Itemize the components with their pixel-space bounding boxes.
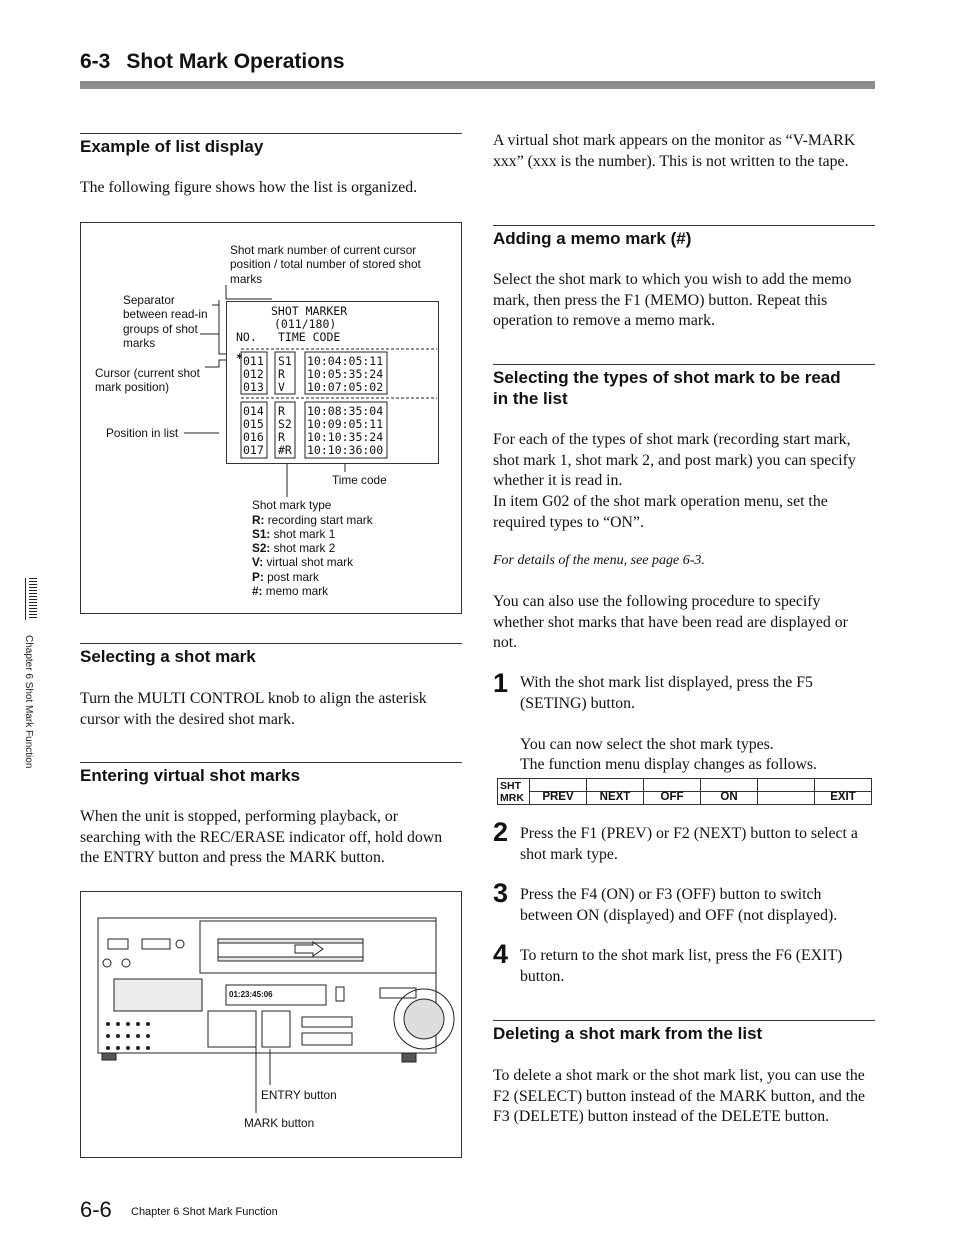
legend-item: S1: shot mark 1 [252, 527, 336, 541]
row-no: 011 [243, 354, 264, 368]
para-types-2: In item G02 of the shot mark operation menu, set the required types to “ON”. [493, 493, 828, 531]
step-number: 4 [493, 939, 509, 969]
step-text: To return to the shot mark list, press the F6 (EXIT) button. [520, 947, 843, 985]
row-tc: 10:09:05:11 [307, 417, 384, 431]
row-tc: 10:10:36:00 [307, 443, 384, 457]
screen-count: (011/180) [274, 317, 337, 331]
legend-item: R: recording start mark [252, 513, 373, 527]
row-type: S1 [278, 354, 292, 368]
step-number: 2 [493, 817, 509, 847]
section-rule [80, 643, 462, 644]
fn-key-f3: OFF [644, 779, 701, 804]
screen-col-time: TIME CODE [278, 330, 341, 344]
step-number: 3 [493, 878, 509, 908]
step-subtext: You can now select the shot mark types. [520, 736, 774, 753]
step-number: 1 [493, 668, 509, 698]
label-separator: Separator between read-in groups of shot marks [123, 293, 208, 350]
row-tc: 10:04:05:11 [307, 354, 384, 368]
step-text: Press the F1 (PREV) or F2 (NEXT) button to select a shot mark type. [520, 825, 858, 863]
para-types-1: For each of the types of shot mark (recording start mark, shot mark 1, shot mark 2, and post mark) you can specify whether it is read in. [493, 431, 856, 490]
legend-item: S2: shot mark 2 [252, 541, 336, 555]
page-number: 6-6 [80, 1197, 112, 1222]
para-selecting: Turn the MULTI CONTROL knob to align the asterisk cursor with the desired shot mark. [80, 690, 427, 728]
fn-key-f4: ON [701, 779, 758, 804]
page-title: 6-3 Shot Mark Operations [80, 50, 345, 73]
step-text: Press the F4 (ON) or F3 (OFF) button to switch between ON (displayed) and OFF (not displayed). [520, 886, 838, 924]
legend-title: Shot mark type [252, 498, 332, 512]
para-example: The following figure shows how the list is organized. [80, 179, 418, 196]
screen-col-no: NO. [236, 330, 257, 344]
fn-key-f5 [758, 779, 815, 804]
row-no: 013 [243, 380, 264, 394]
section-rule [493, 364, 875, 365]
section-rule [80, 133, 462, 134]
para-types-3: You can also use the following procedure to specify whether shot marks that have been read are displayed or not. [493, 593, 848, 652]
cursor-asterisk: * [236, 351, 243, 365]
label-shotnum: Shot mark number of current cursor position / total number of stored shot marks [230, 243, 421, 286]
section-rule [493, 1020, 875, 1021]
fn-key-f2: NEXT [587, 779, 644, 804]
row-tc: 10:10:35:24 [307, 430, 384, 444]
step-text: With the shot mark list displayed, press the F5 (SETING) button. [520, 674, 813, 712]
fn-key-f1: PREV [530, 779, 587, 804]
fn-menu-header: SHT MRK [498, 779, 530, 804]
legend-item: #: memo mark [252, 584, 329, 598]
heading-memo: Adding a memo mark (#) [493, 229, 692, 248]
row-type: #R [278, 443, 292, 457]
row-type: R [278, 404, 285, 418]
para-memo: Select the shot mark to which you wish to add the memo mark, then press the F1 (MEMO) button. Repeat this operation to remove a memo mark. [493, 271, 852, 330]
legend-item: V: virtual shot mark [252, 555, 353, 569]
label-timecode: Time code [332, 473, 387, 487]
shot-marker-screen [226, 301, 439, 464]
section-rule [80, 762, 462, 763]
heading-types: Selecting the types of shot mark to be read in the list [493, 368, 841, 408]
row-no: 017 [243, 443, 264, 457]
label-entry-button: ENTRY button [261, 1088, 337, 1102]
vtr-display-timecode: 01:23:45:06 [229, 990, 273, 999]
screen-title: SHOT MARKER [271, 304, 348, 318]
label-position: Position in list [106, 426, 179, 440]
row-tc: 10:07:05:02 [307, 380, 384, 394]
heading-selecting: Selecting a shot mark [80, 647, 256, 666]
footer-chapter: Chapter 6 Shot Mark Function [131, 1206, 278, 1218]
label-cursor: Cursor (current shot mark position) [95, 366, 200, 395]
heading-virtual: Entering virtual shot marks [80, 766, 301, 785]
row-type: R [278, 430, 285, 444]
chapter-thumb-stripes [29, 578, 37, 620]
row-type: V [278, 380, 285, 394]
label-mark-button: MARK button [244, 1116, 315, 1130]
row-no: 012 [243, 367, 264, 381]
row-no: 015 [243, 417, 264, 431]
function-menu-bar [497, 778, 872, 805]
heading-deleting: Deleting a shot mark from the list [493, 1024, 763, 1043]
row-type: R [278, 367, 285, 381]
row-tc: 10:08:35:04 [307, 404, 384, 418]
fn-key-f6: EXIT [815, 779, 871, 804]
row-no: 014 [243, 404, 264, 418]
side-chapter-label: Chapter 6 Shot Mark Function [23, 635, 34, 769]
legend-item: P: post mark [252, 570, 319, 584]
note-menu: For details of the menu, see page 6-3. [493, 553, 705, 568]
row-type: S2 [278, 417, 292, 431]
step-subtext: The function menu display changes as follows. [520, 756, 818, 773]
para-virtual: When the unit is stopped, performing playback, or searching with the REC/ERASE indicator off, hold down the ENTRY button and press the MARK button. [80, 808, 443, 867]
section-rule [493, 225, 875, 226]
para-deleting: To delete a shot mark or the shot mark list, you can use the F2 (SELECT) button instead of the MARK button, and the F3 (DELETE) button instead of the DELETE button. [493, 1067, 866, 1126]
heading-example: Example of list display [80, 137, 264, 156]
row-no: 016 [243, 430, 264, 444]
title-bar [80, 81, 875, 89]
para-virtual-intro: A virtual shot mark appears on the monitor as “V-MARK xxx” (xxx is the number). This is not written to the tape. [493, 132, 856, 170]
row-tc: 10:05:35:24 [307, 367, 384, 381]
